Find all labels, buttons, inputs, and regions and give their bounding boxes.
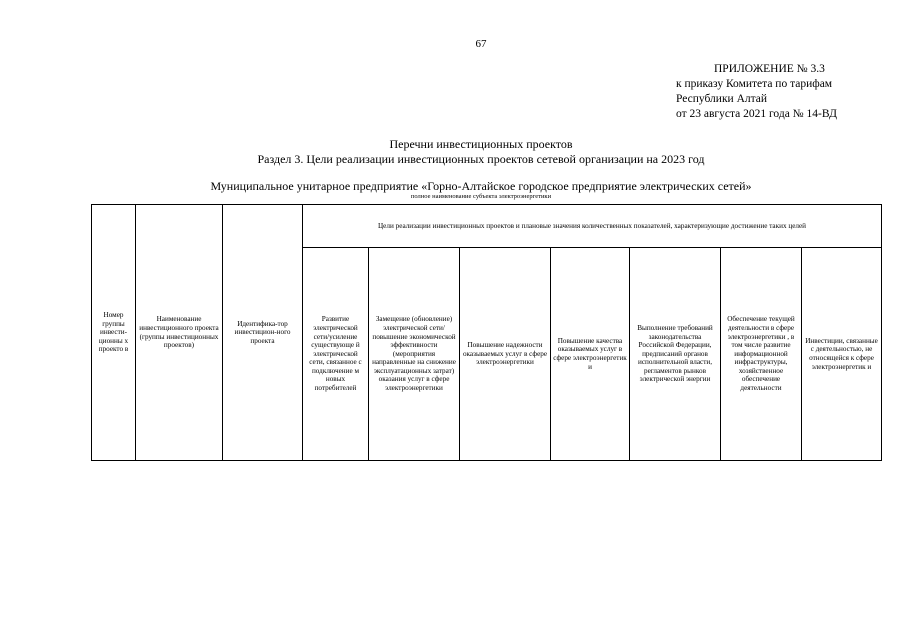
page-number: 67 [475, 38, 487, 50]
goal-non-energy-investments: Инвестиции, связанные с деятельностью, не относящейся к сфере электроэнергетик и [802, 248, 882, 461]
table-header-row [92, 205, 882, 248]
goal-legal-compliance: Выполнение требований законодательства Российской Федерации, предписаний органов исполнительной власти, регламентов рынков электрической энергии [630, 248, 721, 461]
goal-quality: Повышение качества оказываемых услуг в сфере электроэнергетик и [551, 248, 630, 461]
document-title: Перечни инвестиционных проектов [389, 137, 573, 151]
organization-block [0, 180, 905, 200]
header-project-name: Наименование инвестиционного проекта (группы инвестиционных проектов) [136, 205, 223, 461]
goal-network-replacement: Замещение (обновление) электрической сети/повышение экономической эффективности (мероприятия направленные на снижение эксплуатационных затрат) оказания услуг в сфере электроэнергетики [369, 248, 460, 461]
header-group-number: Номер группы инвести-ционны х проекто в [92, 205, 136, 461]
appendix-title: ПРИЛОЖЕНИЕ № 3.3 [714, 63, 825, 75]
section-title: Раздел 3. Цели реализации инвестиционных проектов сетевой организации на 2023 год [257, 152, 705, 166]
header-goals: Цели реализации инвестиционных проектов и плановые значения количественных показателей, характеризующие достижение таких целей [303, 205, 882, 248]
goal-current-activity: Обеспечение текущей деятельности в сфере электроэнергетики , в том числе развитие информационной инфраструктуры, хозяйственное обеспечение деятельности [721, 248, 802, 461]
appendix-line-3: от 23 августа 2021 года № 14-ВД [676, 108, 837, 120]
organization-caption: полное наименование субъекта электроэнергетики [410, 193, 552, 200]
title-block [0, 137, 905, 167]
appendix-line-1: к приказу Комитета по тарифам [676, 78, 833, 90]
header-identifier: Идентифика-тор инвестицион-ного проекта [223, 205, 303, 461]
appendix-line-2: Республики Алтай [676, 93, 768, 105]
appendix-block [676, 62, 891, 122]
goal-reliability: Повышение надежности оказываемых услуг в сфере электроэнергетики [460, 248, 551, 461]
organization-name: Муниципальное унитарное предприятие «Горно-Алтайское городское предприятие электрических сетей» [210, 179, 752, 193]
goal-network-development: Развитие электрической сети/усиление существующе й электрической сети, связанное с подключение м новых потребителей [303, 248, 369, 461]
investment-goals-table [91, 204, 882, 461]
